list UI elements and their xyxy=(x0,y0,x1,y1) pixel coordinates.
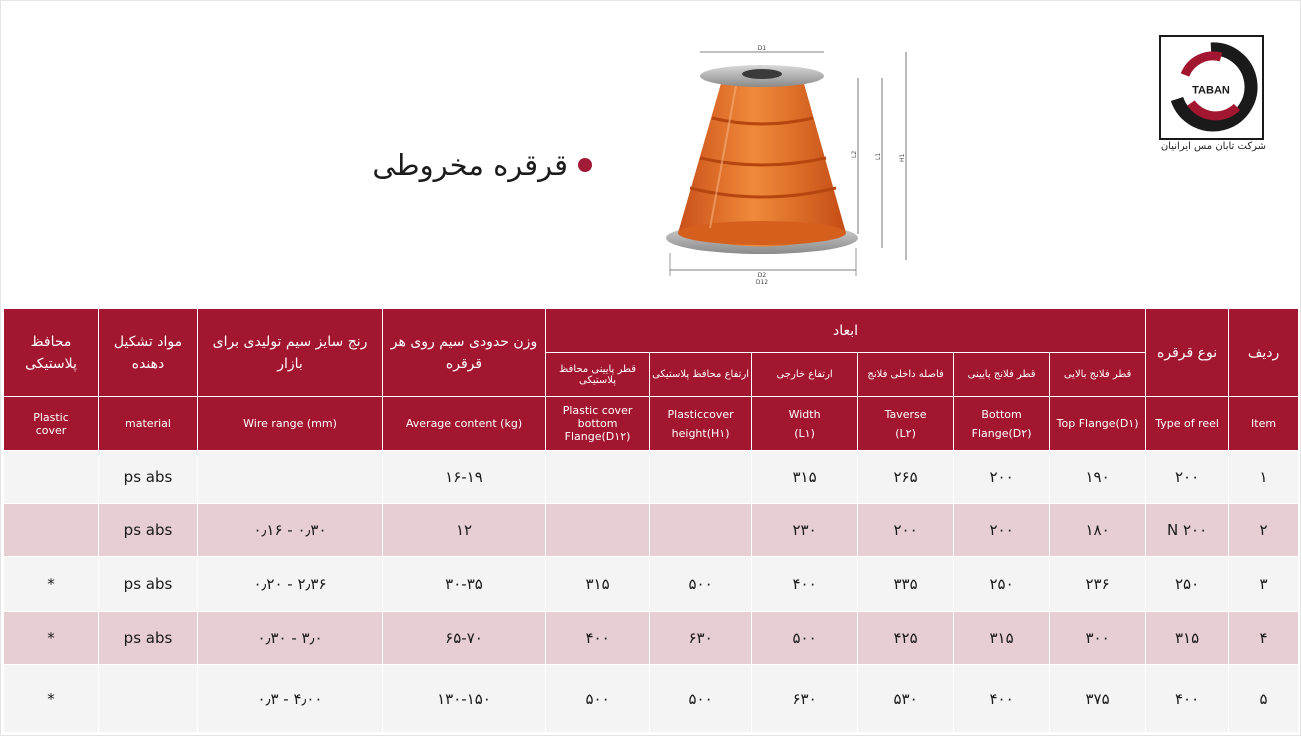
cell-wire-range: ۰٫۲۰ - ۲٫۳۶ xyxy=(198,557,383,612)
header-top-flange-fa: قطر فلانج بالایی xyxy=(1050,353,1146,397)
cell-width: ۴۰۰ xyxy=(752,557,858,612)
header-top-flange-en: Top Flange(D۱) xyxy=(1050,397,1146,451)
table-row xyxy=(4,504,1299,557)
table-row xyxy=(4,612,1299,665)
cell-top-flange: ۲۳۶ xyxy=(1050,557,1146,612)
cell-item: ۳ xyxy=(1229,557,1299,612)
header-type-fa: نوع قرقره xyxy=(1146,309,1229,397)
header-wire-range-en: Wire range (mm) xyxy=(198,397,383,451)
conical-reel-diagram xyxy=(640,38,930,290)
cell-content: ۶۵-۷۰ xyxy=(383,612,546,665)
header-bottom-flange-en: Bottom Flange(D۲) xyxy=(954,397,1050,451)
cell-pc-height xyxy=(650,451,752,504)
cell-type: ۴۰۰ xyxy=(1146,665,1229,733)
header-width-en: Width (L۱) xyxy=(752,397,858,451)
svg-text:L1: L1 xyxy=(875,152,882,160)
cell-material: ps abs xyxy=(99,612,198,665)
header-dimensions-fa: ابعاد xyxy=(546,309,1146,353)
header-item-en: Item xyxy=(1229,397,1299,451)
cell-plastic-cover: * xyxy=(4,612,99,665)
cell-pc-bottom: ۴۰۰ xyxy=(546,612,650,665)
header-taverse-fa: فاصله داخلی فلانج xyxy=(858,353,954,397)
svg-text:L2: L2 xyxy=(851,150,858,158)
cell-taverse: ۴۲۵ xyxy=(858,612,954,665)
cell-content: ۱۶-۱۹ xyxy=(383,451,546,504)
cell-content: ۱۳۰-۱۵۰ xyxy=(383,665,546,733)
cell-width: ۲۳۰ xyxy=(752,504,858,557)
header-item-fa: ردیف xyxy=(1229,309,1299,397)
header-pc-height-fa: ارتفاع محافظ پلاستیکی xyxy=(650,353,752,397)
cell-width: ۵۰۰ xyxy=(752,612,858,665)
header-bottom-flange-fa: قطر فلانج پایینی xyxy=(954,353,1050,397)
cell-taverse: ۵۳۰ xyxy=(858,665,954,733)
cell-type: ۳۱۵ xyxy=(1146,612,1229,665)
svg-text:D1: D1 xyxy=(757,45,767,52)
cell-material: ps abs xyxy=(99,504,198,557)
cell-bottom-flange: ۳۱۵ xyxy=(954,612,1050,665)
header-wire-range-fa: رنج سایز سیم تولیدی برای بازار xyxy=(198,309,383,397)
cell-taverse: ۳۳۵ xyxy=(858,557,954,612)
cell-item: ۱ xyxy=(1229,451,1299,504)
header-taverse-en: Taverse (L۲) xyxy=(858,397,954,451)
header-pc-bottom-fa: قطر پایینی محافظ پلاستیکی xyxy=(546,353,650,397)
header-row-fa-1 xyxy=(4,309,1299,353)
cell-pc-bottom xyxy=(546,451,650,504)
spec-table xyxy=(3,308,1299,733)
cell-pc-bottom: ۵۰۰ xyxy=(546,665,650,733)
cell-pc-bottom xyxy=(546,504,650,557)
cell-plastic-cover: * xyxy=(4,557,99,612)
cell-taverse: ۲۰۰ xyxy=(858,504,954,557)
header-content-fa: وزن حدودی سیم روی هر قرقره xyxy=(383,309,546,397)
cell-pc-bottom: ۳۱۵ xyxy=(546,557,650,612)
cell-pc-height: ۶۳۰ xyxy=(650,612,752,665)
company-logo xyxy=(1159,35,1264,140)
taban-logo-icon xyxy=(1161,37,1262,138)
cell-wire-range: ۰٫۳ - ۴٫۰۰ xyxy=(198,665,383,733)
table-row xyxy=(4,557,1299,612)
cell-item: ۵ xyxy=(1229,665,1299,733)
cell-top-flange: ۱۹۰ xyxy=(1050,451,1146,504)
cell-plastic-cover xyxy=(4,451,99,504)
cell-content: ۳۰-۳۵ xyxy=(383,557,546,612)
cell-wire-range: ۰٫۱۶ - ۰٫۳۰ xyxy=(198,504,383,557)
cell-pc-height xyxy=(650,504,752,557)
header-content-en: Average content (kg) xyxy=(383,397,546,451)
header-row-en xyxy=(4,397,1299,451)
page-title xyxy=(372,140,592,190)
svg-text:D12: D12 xyxy=(755,279,769,286)
svg-text:D2: D2 xyxy=(757,272,767,279)
cell-plastic-cover xyxy=(4,504,99,557)
cell-wire-range: ۰٫۳۰ - ۳٫۰ xyxy=(198,612,383,665)
cell-width: ۶۳۰ xyxy=(752,665,858,733)
cell-item: ۴ xyxy=(1229,612,1299,665)
header-plastic-cover-fa: محافظ پلاستیکی xyxy=(4,309,99,397)
cell-bottom-flange: ۲۰۰ xyxy=(954,504,1050,557)
header-material-en: material xyxy=(99,397,198,451)
cell-material: ps abs xyxy=(99,557,198,612)
table-row xyxy=(4,451,1299,504)
header-pc-bottom-en: Plastic cover bottom Flange(D۱۲) xyxy=(546,397,650,451)
cell-taverse: ۲۶۵ xyxy=(858,451,954,504)
svg-text:H1: H1 xyxy=(899,153,906,162)
title-bullet-icon xyxy=(578,158,592,172)
cell-wire-range xyxy=(198,451,383,504)
cell-pc-height: ۵۰۰ xyxy=(650,665,752,733)
cell-type: ۲۰۰ xyxy=(1146,451,1229,504)
cell-material xyxy=(99,665,198,733)
page-title-text: قرقره مخروطی xyxy=(372,148,568,182)
cell-type: ۲۰۰ N xyxy=(1146,504,1229,557)
table-row xyxy=(4,665,1299,733)
cell-width: ۳۱۵ xyxy=(752,451,858,504)
cell-bottom-flange: ۴۰۰ xyxy=(954,665,1050,733)
cell-top-flange: ۳۰۰ xyxy=(1050,612,1146,665)
cell-item: ۲ xyxy=(1229,504,1299,557)
header-type-en: Type of reel xyxy=(1146,397,1229,451)
cell-bottom-flange: ۲۵۰ xyxy=(954,557,1050,612)
cell-pc-height: ۵۰۰ xyxy=(650,557,752,612)
header-pc-height-en: Plasticcover height(H۱) xyxy=(650,397,752,451)
header-plastic-cover-en: Plastic cover xyxy=(4,397,99,451)
cell-top-flange: ۱۸۰ xyxy=(1050,504,1146,557)
cell-type: ۲۵۰ xyxy=(1146,557,1229,612)
svg-text:TABAN: TABAN xyxy=(1192,84,1230,97)
cell-plastic-cover: * xyxy=(4,665,99,733)
company-name: شرکت تابان مس ایرانیان xyxy=(1160,141,1266,152)
cell-bottom-flange: ۲۰۰ xyxy=(954,451,1050,504)
header-width-fa: ارتفاع خارجی xyxy=(752,353,858,397)
cell-top-flange: ۳۷۵ xyxy=(1050,665,1146,733)
cell-content: ۱۲ xyxy=(383,504,546,557)
cell-material: ps abs xyxy=(99,451,198,504)
header-material-fa: مواد تشکیل دهنده xyxy=(99,309,198,397)
